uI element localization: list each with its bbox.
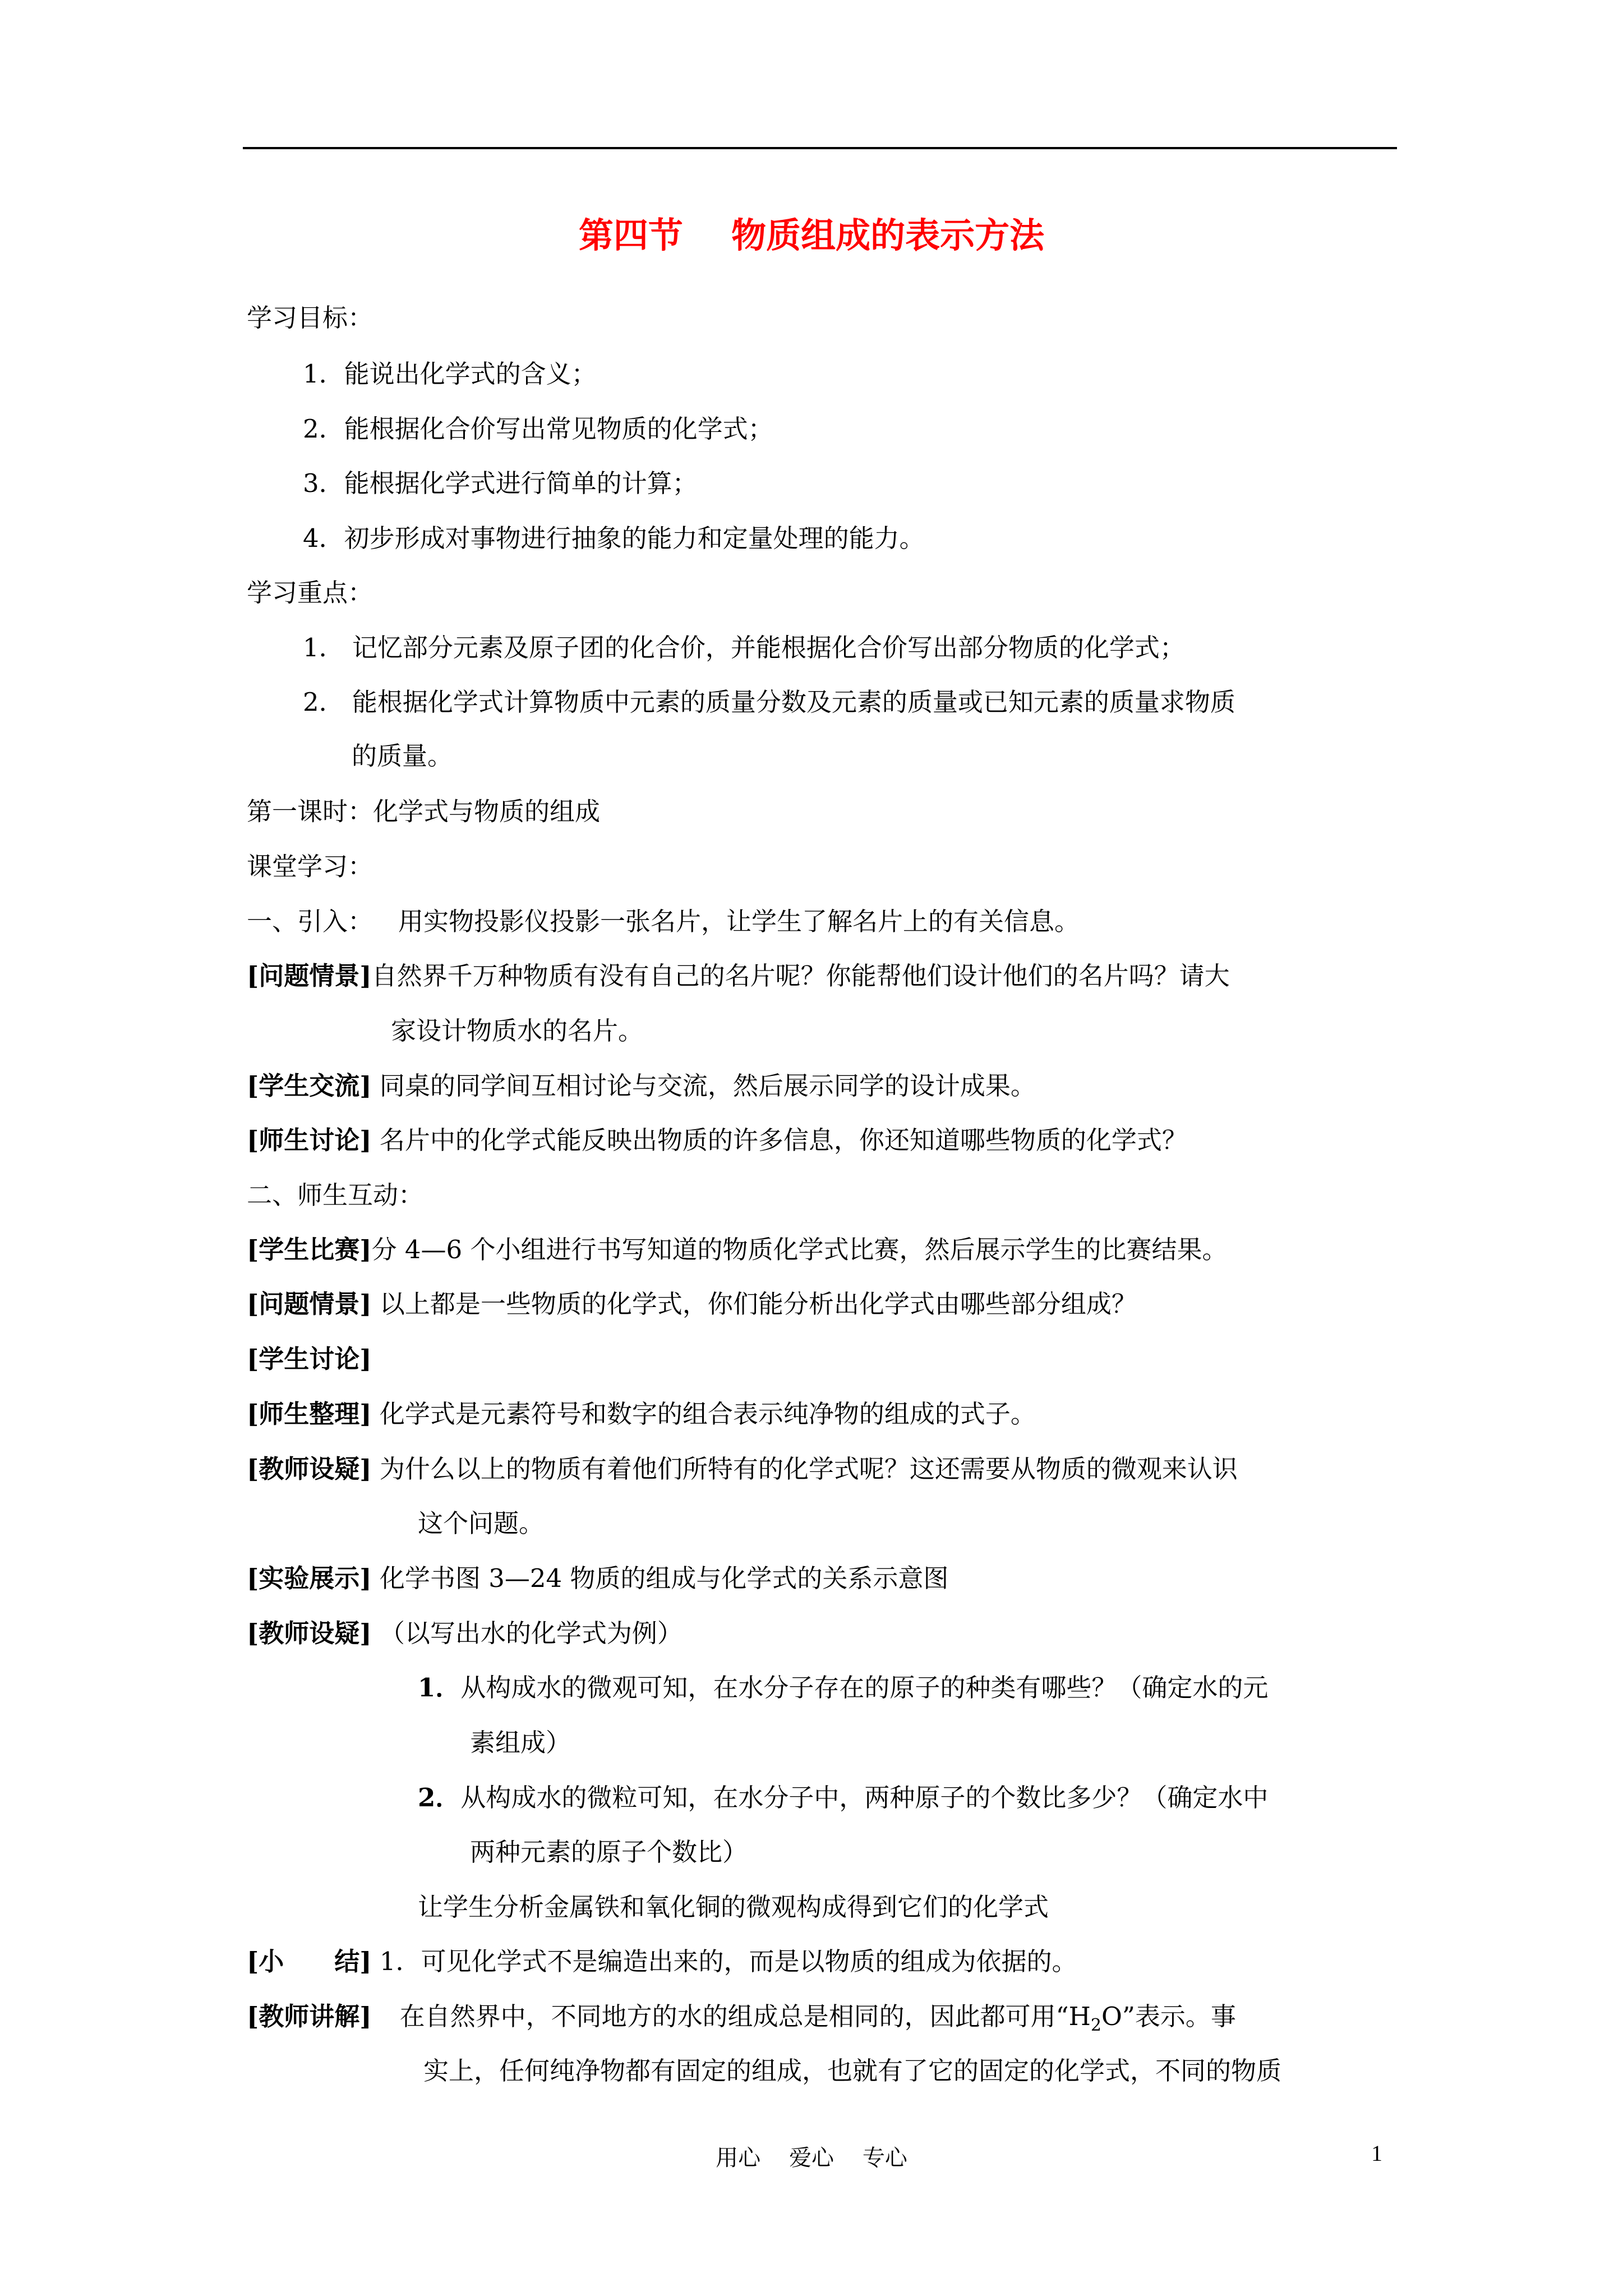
- paragraph-teacher-question: [247, 1452, 1238, 1486]
- keypoints-heading: 学习重点：: [247, 578, 374, 608]
- paragraph-tag: [实验展示]: [247, 1563, 372, 1593]
- question-number: 1．: [418, 1673, 461, 1703]
- paragraph-tag: [学生讨论]: [247, 1344, 372, 1374]
- header-rule: [243, 147, 1397, 149]
- paragraph-tag: [教师讲解]: [247, 2001, 372, 2031]
- question-number: 2．: [418, 1783, 461, 1812]
- paragraph-text: 化学书图 3—24 物质的组成与化学式的关系示意图: [379, 1563, 949, 1593]
- paragraph-teacher-student-discussion: [247, 1124, 1187, 1157]
- keypoint-item: 2． 能根据化学式计算物质中元素的质量分数及元素的质量或已知元素的质量求物质: [303, 687, 1235, 717]
- paragraph-tag: [学生比赛]: [247, 1235, 372, 1264]
- paragraph-tag: [教师设疑]: [247, 1454, 372, 1484]
- intro-paragraph: [247, 905, 1080, 938]
- paragraph-student-discussion: [247, 1342, 372, 1376]
- lesson-title: 第一课时：化学式与物质的组成: [247, 797, 601, 826]
- paragraph-tag: [问题情景]: [247, 1289, 372, 1319]
- paragraph-continued: 实上，任何纯净物都有固定的组成，也就有了它的固定的化学式，不同的物质: [423, 2056, 1282, 2086]
- intro-label: 一、引入：: [247, 907, 374, 936]
- paragraph-text: 化学式是元素符号和数字的组合表示纯净物的组成的式子。: [379, 1399, 1036, 1429]
- objective-item: 2．能根据化合价写出常见物质的化学式；: [303, 414, 773, 444]
- paragraph-tag: [教师设疑]: [247, 1618, 372, 1648]
- classroom-heading: 课堂学习：: [247, 852, 374, 881]
- paragraph-continued: 家设计物质水的名片。: [391, 1016, 644, 1046]
- question-item: [418, 1781, 1268, 1815]
- paragraph-teacher-lecture: [247, 2000, 1236, 2042]
- paragraph-tag: [师生整理]: [247, 1399, 372, 1429]
- objective-item: 4．初步形成对事物进行抽象的能力和定量处理的能力。: [303, 523, 925, 553]
- paragraph-question-scenario: [247, 959, 1230, 993]
- page-number: 1: [1371, 2141, 1382, 2166]
- paragraph-text: 自然界千万种物质有没有自己的名片呢？你能帮他们设计他们的名片吗？请大: [371, 961, 1230, 991]
- paragraph-text: 同桌的同学间互相讨论与交流，然后展示同学的设计成果。: [379, 1071, 1036, 1101]
- paragraph-summary: [247, 1397, 1036, 1431]
- paragraph-note: 让学生分析金属铁和氧化铜的微观构成得到它们的化学式: [418, 1892, 1049, 1922]
- paragraph-student-contest: [247, 1233, 1227, 1267]
- objectives-heading: 学习目标：: [247, 303, 374, 333]
- paragraph-text: （以写出水的化学式为例）: [379, 1618, 683, 1648]
- paragraph-text: 以上都是一些物质的化学式，你们能分析出化学式由哪些部分组成？: [379, 1289, 1137, 1319]
- paragraph-tag-end: 结]: [334, 1947, 372, 1976]
- paragraph-tag: [学生交流]: [247, 1071, 372, 1101]
- paragraph-text: 分 4—6 个小组进行书写知道的物质化学式比赛，然后展示学生的比赛结果。: [371, 1235, 1228, 1264]
- paragraph-tag: [问题情景]: [247, 961, 372, 991]
- question-item: [418, 1671, 1268, 1705]
- keypoint-item-continued: 的质量。: [352, 741, 453, 771]
- paragraph-teacher-question: [247, 1617, 683, 1650]
- intro-text: 用实物投影仪投影一张名片，让学生了解名片上的有关信息。: [398, 907, 1080, 936]
- question-continued: 素组成）: [470, 1728, 571, 1757]
- paragraph-text: 名片中的化学式能反映出物质的许多信息，你还知道哪些物质的化学式？: [379, 1125, 1187, 1155]
- paragraph-tag-start: [小: [247, 1947, 284, 1976]
- footer-motto: 用心 爱心 专心: [716, 2145, 907, 2171]
- question-text: 从构成水的微粒可知，在水分子中，两种原子的个数比多少？（确定水中: [460, 1783, 1269, 1812]
- formula-subscript: 2: [1090, 2016, 1101, 2035]
- paragraph-question-scenario: [247, 1287, 1137, 1321]
- section-heading: 二、师生互动：: [247, 1180, 424, 1210]
- objective-item: 1．能说出化学式的含义；: [303, 359, 597, 389]
- paragraph-text: 在自然界中，不同地方的水的组成总是相同的，因此都可用“H: [399, 2001, 1091, 2031]
- paragraph-experiment: [247, 1562, 948, 1595]
- paragraph-text: 为什么以上的物质有着他们所特有的化学式呢？这还需要从物质的微观来认识: [379, 1454, 1238, 1484]
- paragraph-student-exchange: [247, 1069, 1036, 1103]
- paragraph-tag: [师生讨论]: [247, 1125, 372, 1155]
- paragraph-conclusion: [247, 1945, 1077, 1978]
- question-continued: 两种元素的原子个数比）: [470, 1837, 748, 1867]
- question-text: 从构成水的微观可知，在水分子存在的原子的种类有哪些？（确定水的元: [460, 1673, 1269, 1703]
- page-title: 第四节 物质组成的表示方法: [578, 215, 1045, 256]
- paragraph-text: 1．可见化学式不是编造出来的，而是以物质的组成为依据的。: [379, 1947, 1077, 1976]
- keypoint-item: 1． 记忆部分元素及原子团的化合价，并能根据化合价写出部分物质的化学式；: [303, 633, 1185, 662]
- objective-item: 3．能根据化学式进行简单的计算；: [303, 468, 698, 498]
- paragraph-continued: 这个问题。: [418, 1508, 545, 1538]
- paragraph-text: O”表示。事: [1101, 2001, 1236, 2031]
